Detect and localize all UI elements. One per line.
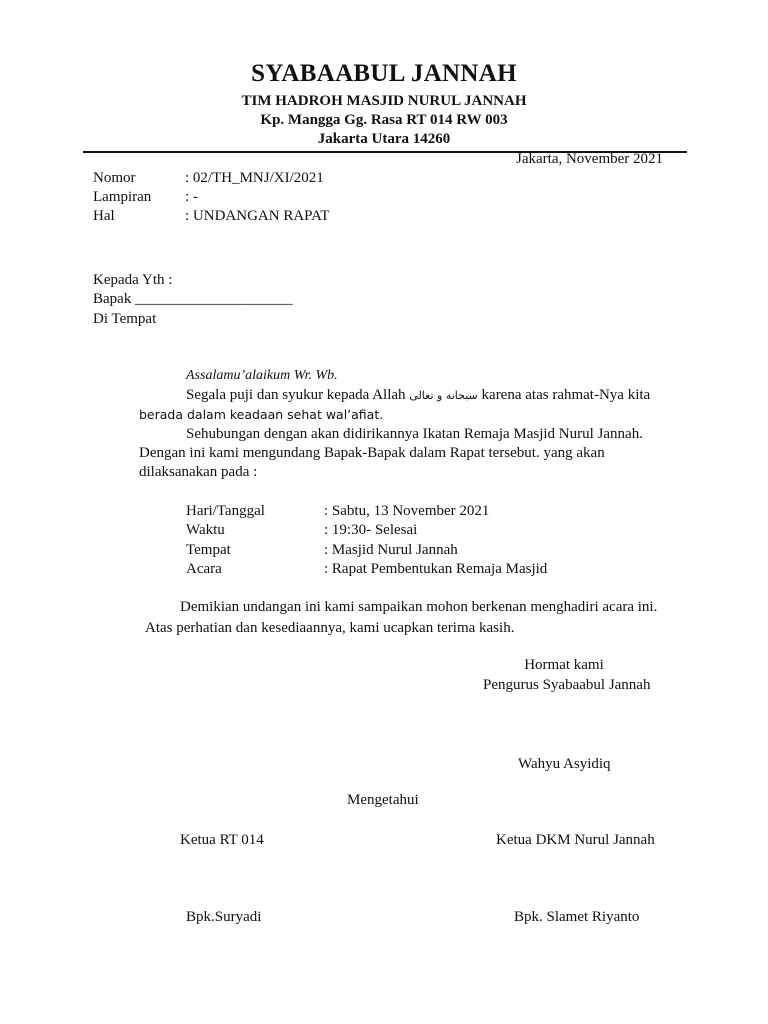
body-text: karena atas rahmat-Nya kita [481,387,651,403]
meta-label: Nomor [93,170,136,186]
schedule-value: : Rapat Pembentukan Remaja Masjid [324,561,548,577]
team-name: TIM HADROH MASJID NURUL JANNAH [241,93,527,109]
schedule-label: Hari/Tanggal [186,503,265,519]
address-line-2: Jakarta Utara 14260 [317,131,451,147]
meta-value: : - [185,189,198,205]
meta-label: Lampiran [93,189,152,205]
recipient-place: Di Tempat [93,311,157,327]
recipient-name-line: Bapak _____________________ [93,291,293,307]
signer-organization: Pengurus Syabaabul Jannah [483,677,651,693]
left-signer-title: Ketua RT 014 [180,832,264,848]
schedule-value: : Sabtu, 13 November 2021 [324,503,490,519]
address-line-1: Kp. Mangga Gg. Rasa RT 014 RW 003 [260,112,508,128]
date-line: Jakarta, November 2021 [516,151,664,167]
schedule-label: Acara [186,561,222,577]
organization-name: SYABAABUL JANNAH [251,60,517,87]
schedule-label: Waktu [186,522,225,538]
signer-name: Wahyu Asyidiq [518,756,611,772]
body-paragraph-1-line-2: berada dalam keadaan sehat wal’afiat. [139,407,384,422]
meta-value: : UNDANGAN RAPAT [185,208,330,224]
closing-line-2: Atas perhatian dan kesediaannya, kami ucapkan terima kasih. [145,620,515,636]
schedule-value: : 19:30- Selesai [324,522,418,538]
body-text: Segala puji dan syukur kepada Allah [186,387,406,403]
arabic-phrase: سبحانه و تعالى [409,389,478,402]
body-paragraph-2-line-2: Dengan ini kami mengundang Bapak-Bapak dalam Rapat tersebut. yang akan [139,445,605,461]
meta-value: : 02/TH_MNJ/XI/2021 [185,170,324,186]
recipient-salutation: Kepada Yth : [93,272,173,288]
body-paragraph-2-line-3: dilaksanakan pada : [139,464,258,480]
right-signer-name: Bpk. Slamet Riyanto [514,909,640,925]
schedule-label: Tempat [186,542,231,558]
body-paragraph-2-line-1: Sehubungan dengan akan didirikannya Ikatan Remaja Masjid Nurul Jannah. [186,426,643,442]
meta-label: Hal [93,208,115,224]
left-signer-name: Bpk.Suryadi [186,909,262,925]
body-paragraph-1-line-1 [186,387,650,404]
acknowledged-label: Mengetahui [347,792,419,808]
right-signer-title: Ketua DKM Nurul Jannah [496,832,655,848]
closing-line-1: Demikian undangan ini kami sampaikan mohon berkenan menghadiri acara ini. [180,599,658,615]
schedule-value: : Masjid Nurul Jannah [324,542,458,558]
greeting: Assalamu’alaikum Wr. Wb. [186,368,338,383]
regards: Hormat kami [524,657,604,673]
